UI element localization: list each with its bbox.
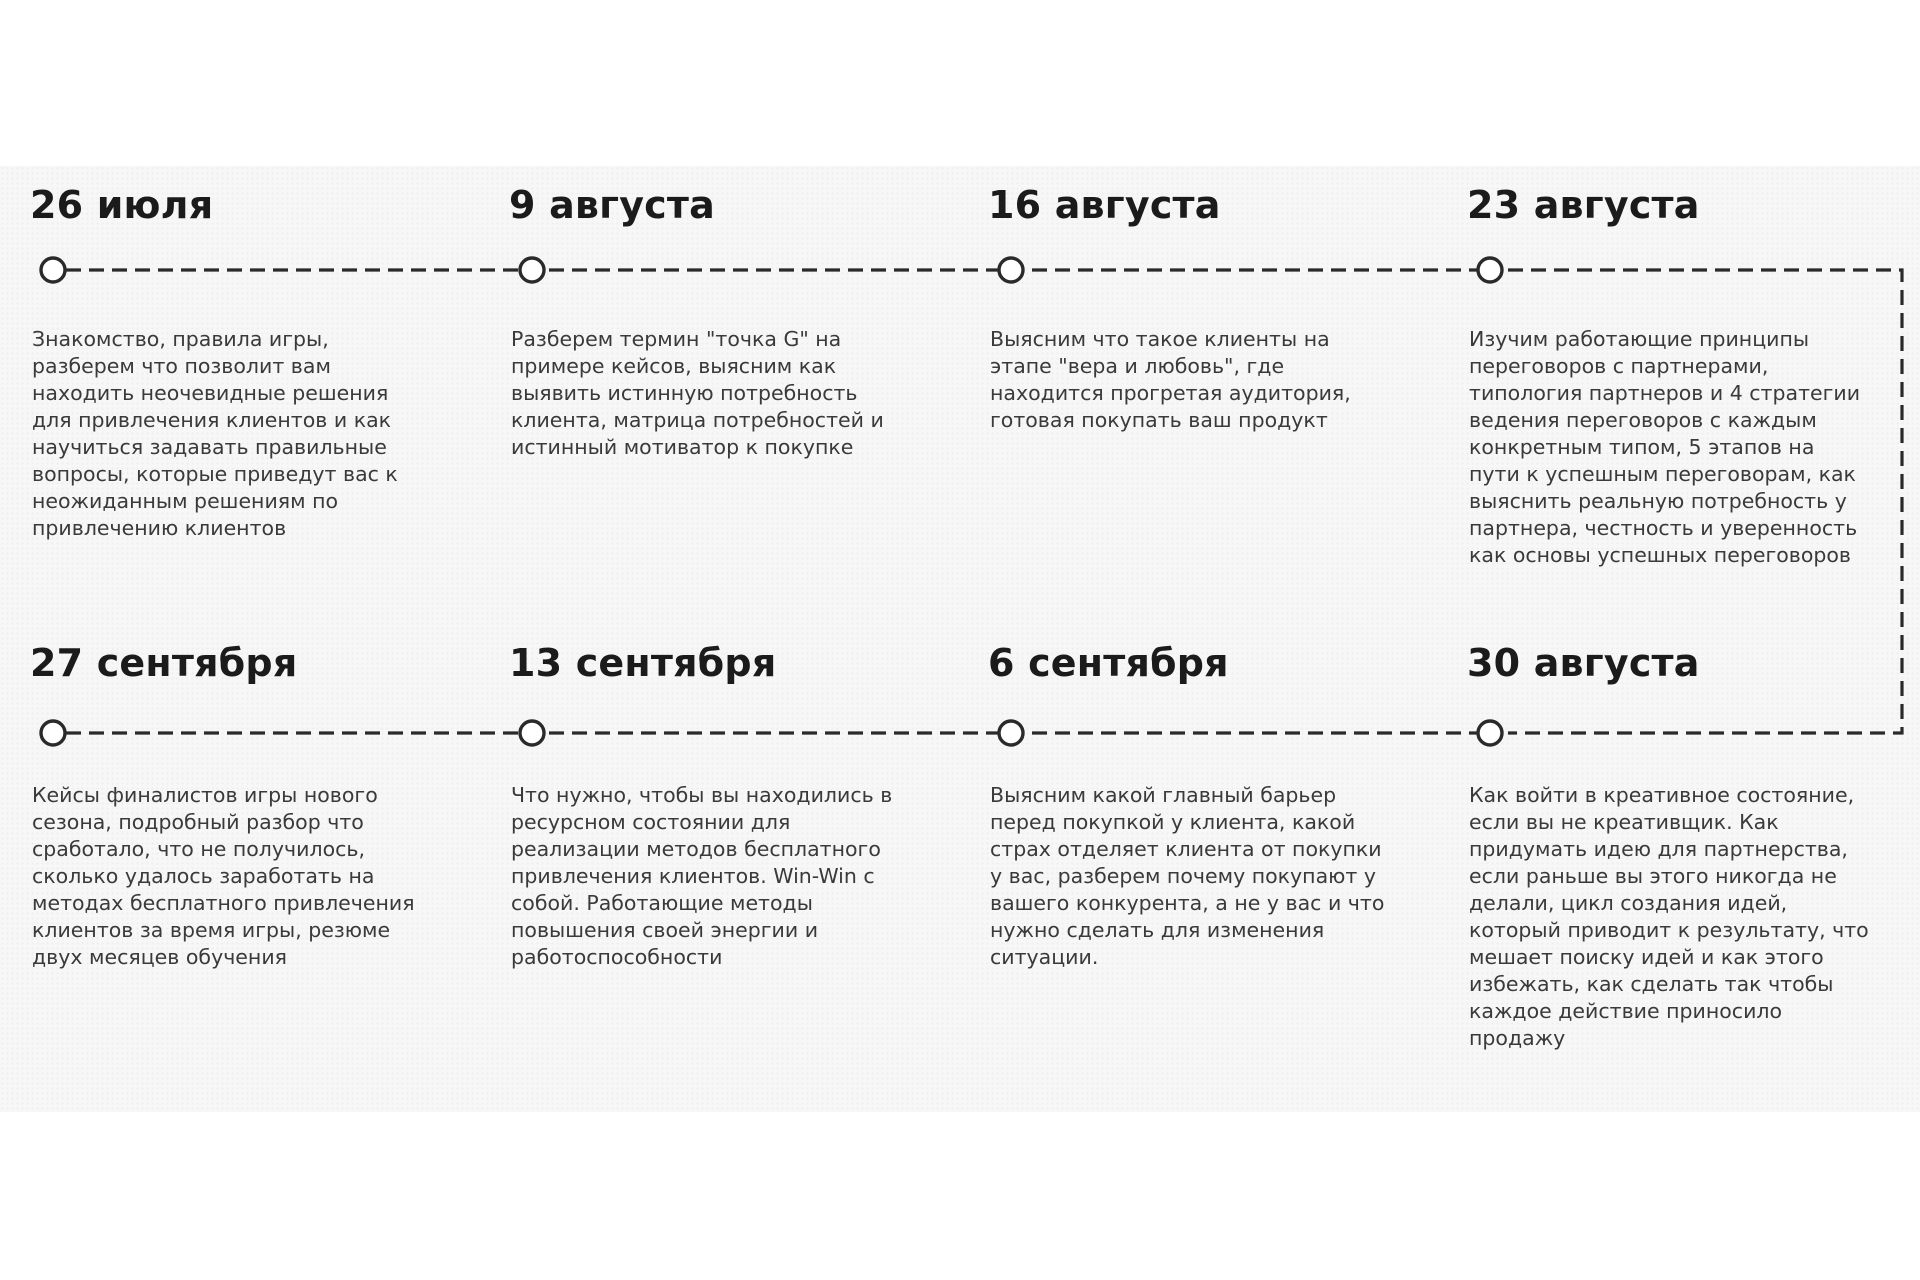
stage-marker-5 <box>41 721 65 745</box>
stage-marker-3 <box>999 258 1023 282</box>
stage-description-2: Разберем термин "точка G" на примере кейсов, выясним как выявить истинную потребность клиента, матрица потребностей и истинный мотиватор к покупке <box>511 327 884 459</box>
stage-date-4: 23 августа <box>1467 183 1700 227</box>
stage-date-1: 26 июля <box>30 183 214 227</box>
stage-marker-1 <box>41 258 65 282</box>
stage-marker-6 <box>520 721 544 745</box>
stage-date-8: 30 августа <box>1467 641 1700 685</box>
stage-marker-7 <box>999 721 1023 745</box>
stage-description-3: Выясним что такое клиенты на этапе "вера и любовь", где находится прогретая аудитория, готовая покупать ваш продукт <box>990 327 1351 432</box>
stage-date-3: 16 августа <box>988 183 1221 227</box>
stage-description-1: Знакомство, правила игры, разберем что позволит вам находить неочевидные решения для привлечения клиентов и как научиться задавать правильные вопросы, которые приведут вас к неожиданным решениям по привлечению клиентов <box>32 327 398 540</box>
stage-marker-4 <box>1478 258 1502 282</box>
stage-date-5: 27 сентября <box>30 641 298 685</box>
stage-marker-8 <box>1478 721 1502 745</box>
stage-description-8: Как войти в креативное состояние, если вы не креативщик. Как придумать идею для партнерства, если раньше вы этого никогда не делали, цикл создания идей, который приводит к результату, что мешает поиску идей и как этого избежать, как сделать так чтобы каждое действие приносило продажу <box>1469 783 1869 1050</box>
stage-marker-2 <box>520 258 544 282</box>
stage-description-5: Кейсы финалистов игры нового сезона, подробный разбор что сработало, что не получилось, сколько удалось заработать на методах бесплатного привлечения клиентов за время игры, резюме двух месяцев обучения <box>32 783 415 969</box>
stage-date-7: 6 сентября <box>988 641 1229 685</box>
stage-description-4: Изучим работающие принципы переговоров с партнерами, типология партнеров и 4 стратегии ведения переговоров с каждым конкретным типом, 5 этапов на пути к успешным переговорам, как выяснить реальную потребность у партнера, честность и уверенность как основы успешных переговоров <box>1469 327 1861 567</box>
stage-date-6: 13 сентября <box>509 641 777 685</box>
stage-description-7: Выясним какой главный барьер перед покупкой у клиента, какой страх отделяет клиента от покупки у вас, разберем почему покупают у вашего конкурента, а не у вас и что нужно сделать для изменения ситуации. <box>990 783 1385 969</box>
stage-description-6: Что нужно, чтобы вы находились в ресурсном состоянии для реализации методов бесплатного привлечения клиентов. Win-Win с собой. Работающие методы повышения своей энергии и работоспособности <box>511 783 893 969</box>
stage-date-2: 9 августа <box>509 183 715 227</box>
